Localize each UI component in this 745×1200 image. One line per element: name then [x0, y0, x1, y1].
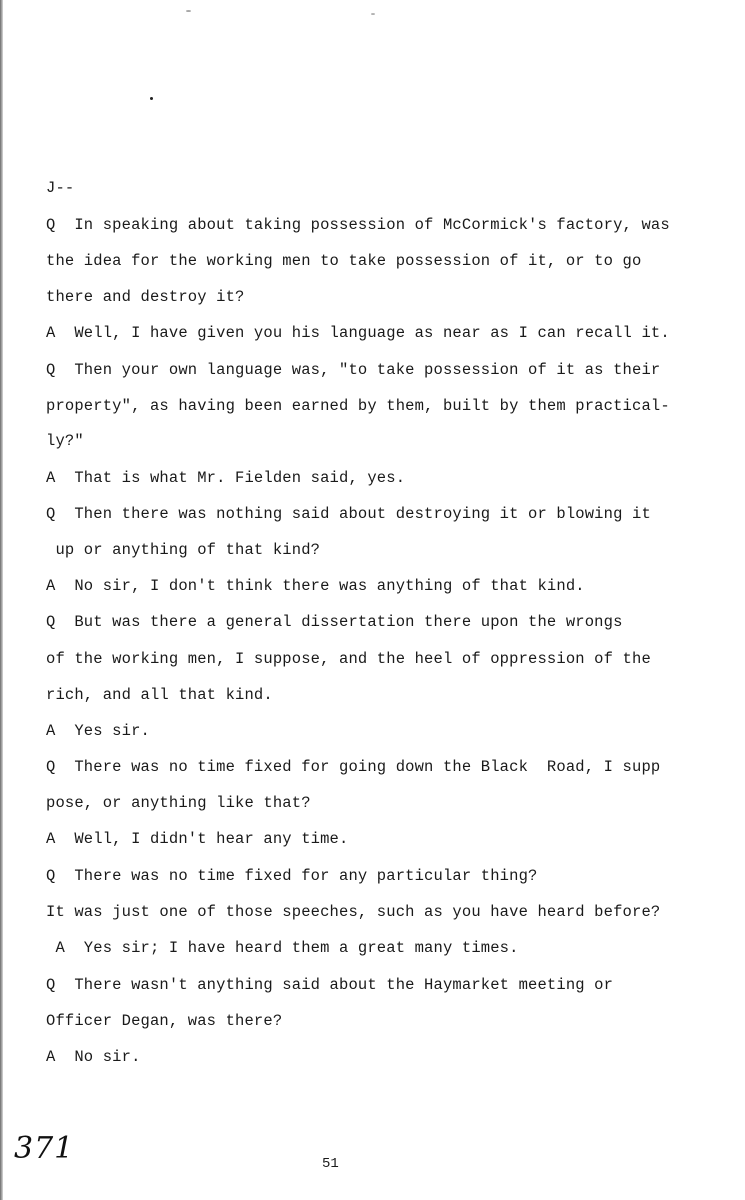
transcript-line: property", as having been earned by them, built by them practical-: [46, 397, 670, 415]
transcript-line: ly?": [46, 432, 84, 450]
transcript-line: Q Then there was nothing said about destroying it or blowing it: [46, 505, 651, 523]
transcript-line: rich, and all that kind.: [46, 686, 273, 704]
ink-speck: [150, 97, 153, 100]
transcript-line: A No sir, I don't think there was anything of that kind.: [46, 577, 585, 595]
ink-speck: [186, 10, 191, 12]
transcript-line: the idea for the working men to take possession of it, or to go: [46, 252, 642, 270]
transcript-line: Q There was no time fixed for any particular thing?: [46, 867, 538, 885]
page-number: 51: [322, 1156, 339, 1172]
transcript-line: Q In speaking about taking possession of McCormick's factory, was: [46, 216, 670, 234]
page-edge-shadow: [0, 0, 3, 1200]
transcript-line: Q There wasn't anything said about the Haymarket meeting or: [46, 976, 614, 994]
transcript-line: It was just one of those speeches, such as you have heard before?: [46, 903, 661, 921]
transcript-line: up or anything of that kind?: [46, 541, 321, 559]
transcript-line: A Yes sir.: [46, 722, 150, 740]
transcript-line: pose, or anything like that?: [46, 794, 311, 812]
transcript-line: Officer Degan, was there?: [46, 1012, 283, 1030]
transcript-line: there and destroy it?: [46, 288, 245, 306]
transcript-line: Q There was no time fixed for going down the Black Road, I supp: [46, 758, 661, 776]
section-mark: J--: [46, 179, 75, 197]
transcript-line: A Yes sir; I have heard them a great many times.: [46, 939, 519, 957]
transcript-line: of the working men, I suppose, and the heel of oppression of the: [46, 650, 651, 668]
handwritten-page-number: 371: [14, 1131, 75, 1166]
transcript-line: Q Then your own language was, "to take possession of it as their: [46, 361, 661, 379]
transcript-line: A Well, I didn't hear any time.: [46, 830, 349, 848]
ink-speck: [371, 13, 375, 15]
transcript-line: A That is what Mr. Fielden said, yes.: [46, 469, 406, 487]
transcript-line: A Well, I have given you his language as near as I can recall it.: [46, 324, 670, 342]
transcript-line: A No sir.: [46, 1048, 141, 1066]
transcript-line: Q But was there a general dissertation there upon the wrongs: [46, 613, 623, 631]
